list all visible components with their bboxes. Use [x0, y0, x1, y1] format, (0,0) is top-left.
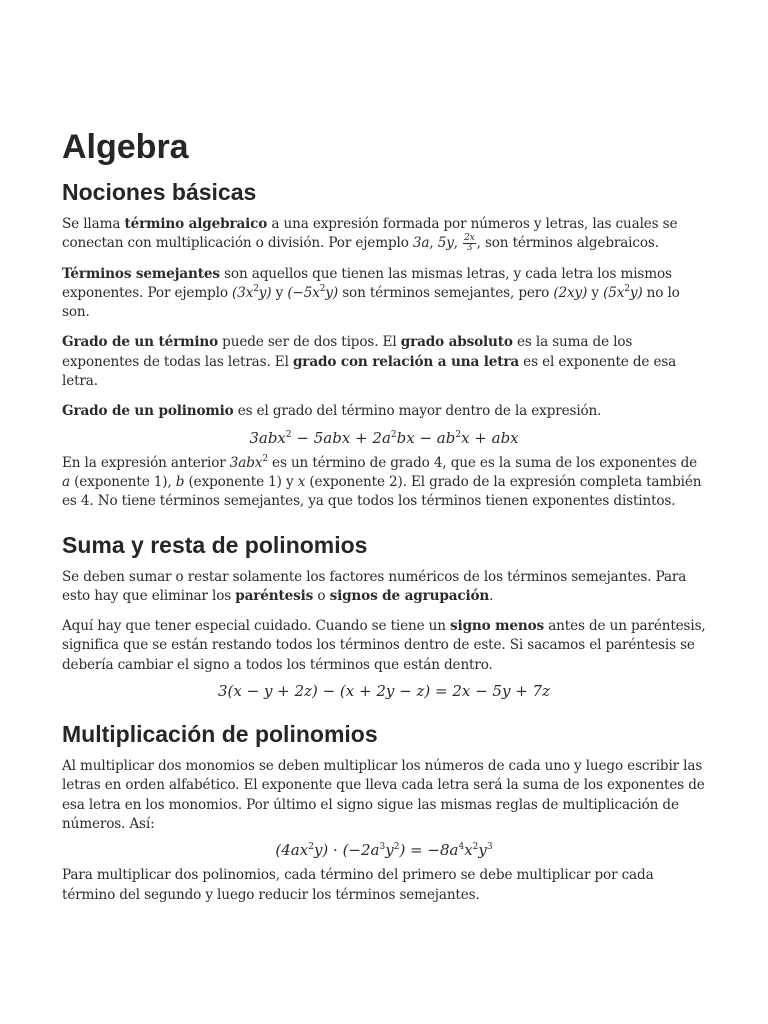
paragraph-sumar-restar: Se deben sumar o restar solamente los factores numéricos de los términos semejantes. Para esto hay que eliminar los paréntesis o signos de agrupación. [62, 568, 687, 604]
paragraph-multiplicar-polinomios: Para multiplicar dos polinomios, cada término del primero se debe multiplicar por cada término del segundo y luego reducir los términos semejantes. [62, 867, 654, 903]
section-heading-nociones: Nociones básicas [62, 179, 257, 205]
paragraph-expresion-anterior: En la expresión anterior 3abx$^2$ es un término de grado 4, que es la suma de los exponentes de a (exponente 1), b (exponente 1) y x (exponente 2). El grado de la expresión completa también es 4. No tiene términos semejantes, ya que todos los términos tienen exponentes distintos. [62, 453, 702, 510]
paragraph-multiplicar-monomios: Al multiplicar dos monomios se deben multiplicar los números de cada uno y luego escribir las letras en orden alfabético. El exponente que lleva cada letra será la suma de los exponentes de esa letra en los monomios. Por último el signo sigue las mismas reglas de multiplicación de números. Así: [62, 758, 705, 832]
section-heading-suma-resta: Suma y resta de polinomios [62, 531, 368, 558]
paragraph-signo-menos: Aquí hay que tener especial cuidado. Cuando se tiene un signo menos antes de un paréntesis, significa que se están restando todos los términos dentro de este. Si sacamos el paréntesis se debería cambiar el signo a todos los términos que están dentro. [62, 618, 706, 673]
document-page [62, 127, 706, 916]
paragraph-termino-algebraico: Se llama término algebraico a una expresión formada por números y letras, las cuales se conectan con multiplicación o división. Por ejemplo 3a, 5y, $\frac{2x}{3}$ , son términos algebraicos. [62, 216, 678, 254]
equation-suma-resta: 3(x − y + 2z) − (x + 2y − z) = 2x − 5y + 7z [217, 682, 550, 701]
section-heading-multiplicacion: Multiplicación de polinomios [62, 721, 378, 748]
paragraph-terminos-semejantes: Términos semejantes son aquellos que tienen las mismas letras, y cada letra los mismos exponentes. Por ejemplo $(3x^2y)$ y $(-5x^2y)$ son términos semejantes, pero (2xy) y $(5x^2y)$ no lo son. [62, 265, 680, 321]
fraction: $\frac{2x}{3}$ [464, 233, 475, 254]
paragraph-grado-polinomio: Grado de un polinomio es el grado del término mayor dentro de la expresión. [62, 403, 602, 420]
paragraph-grado-termino: Grado de un término puede ser de dos tipos. El grado absoluto es la suma de los exponentes de todas las letras. El grado con relación a una letra es el exponente de esa letra. [62, 334, 677, 390]
page-title: Algebra [62, 128, 189, 166]
equation-polynomial: $3abx^2 - 5abx + 2a^2bx - ab^2x$ + abx [249, 428, 519, 447]
equation-multiplicacion: $(4ax^2y) \cdot (-2a^3y^2) = -8a^4x^2y^3$ [275, 841, 493, 860]
